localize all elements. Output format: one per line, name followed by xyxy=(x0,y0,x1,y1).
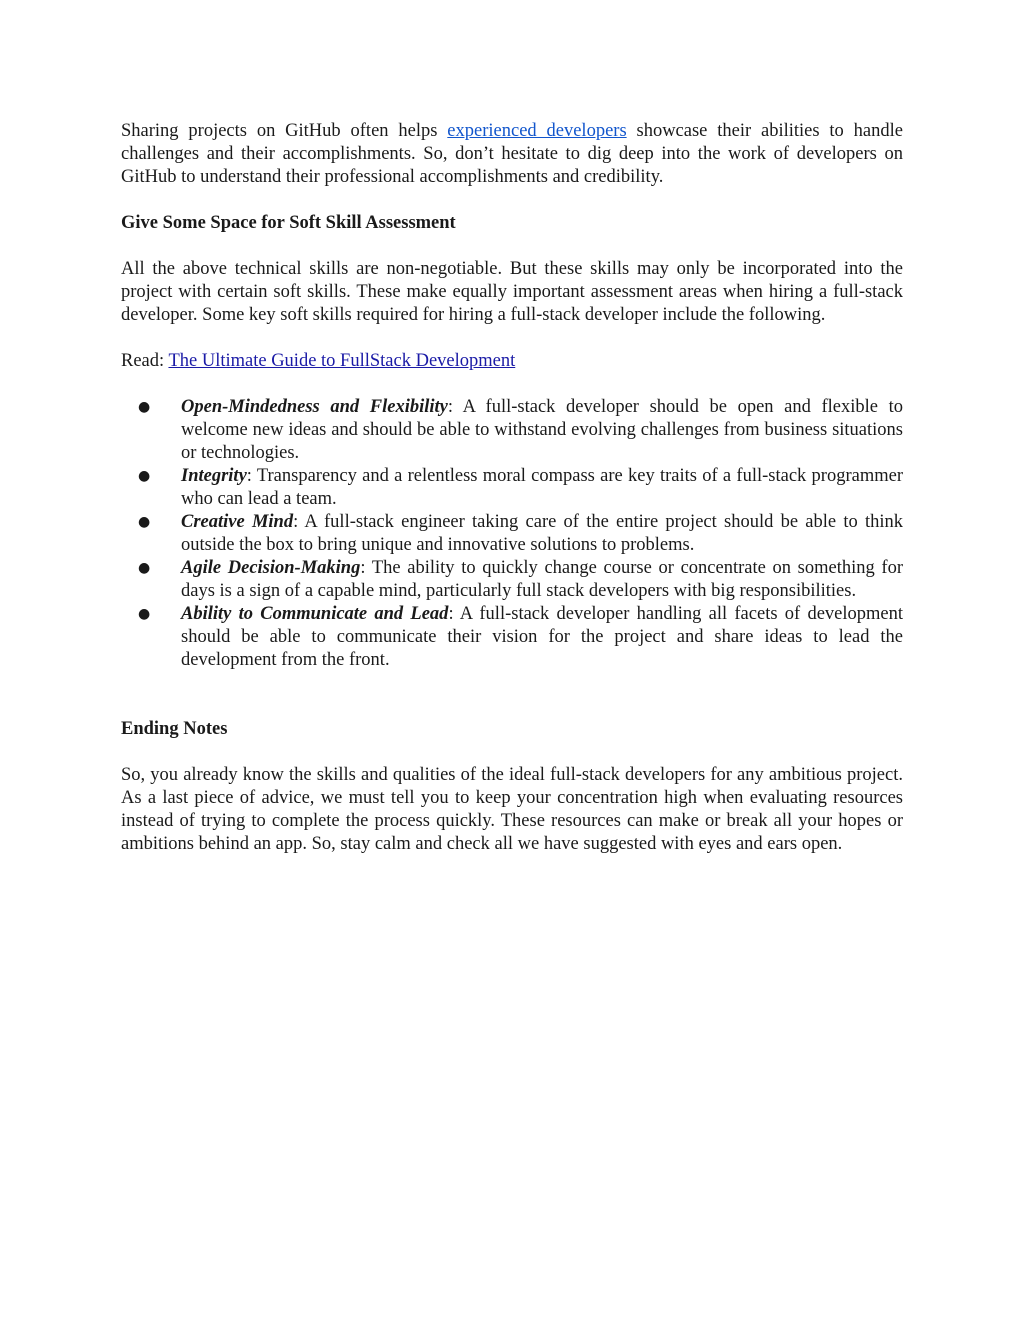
intro-text-before: Sharing projects on GitHub often helps xyxy=(121,121,448,141)
skill-desc: : A full-stack engineer taking care of the entire project should be able to think outside the box to bring unique and innovative solutions to problems. xyxy=(181,512,903,555)
list-item xyxy=(121,603,903,672)
skill-desc: : A full-stack developer handling all facets of development should be able to communicate their vision for the project and share ideas to lead the development from the front. xyxy=(181,604,903,670)
skill-term: Open-Mindedness and Flexibility xyxy=(181,397,448,417)
skill-term: Ability to Communicate and Lead xyxy=(181,604,449,624)
skill-desc: : A full-stack developer should be open and flexible to welcome new ideas and should be able to withstand evolving challenges from business situations or technologies. xyxy=(181,397,903,463)
skill-term: Agile Decision-Making xyxy=(181,558,361,578)
bullet-icon: ● xyxy=(138,468,151,484)
bullet-icon: ● xyxy=(138,606,151,622)
list-item xyxy=(121,396,903,465)
intro-text-after: showcase their abilities to handle challenges and their accomplishments. So, don’t hesitate to dig deep into the work of developers on GitHub to understand their professional accomplishments and credibility. xyxy=(121,121,903,187)
list-item xyxy=(121,511,903,557)
list-item xyxy=(121,557,903,603)
skill-desc: : Transparency and a relentless moral compass are key traits of a full-stack programmer who can lead a team. xyxy=(181,466,903,509)
bullet-icon: ● xyxy=(138,514,151,530)
ending-paragraph: So, you already know the skills and qualities of the ideal full-stack developers for any ambitious project. As a last piece of advice, we must tell you to keep your concentration high when evaluating resources instead of trying to complete the process quickly. These resources can make or break all your hopes or ambitions behind an app. So, stay calm and check all we have suggested with eyes and ears open. xyxy=(121,765,903,854)
soft-skills-list xyxy=(121,396,903,672)
document-page xyxy=(121,120,903,856)
ending-notes-heading: Ending Notes xyxy=(121,719,228,739)
experienced-developers-link[interactable]: experienced developers xyxy=(447,121,627,141)
fullstack-guide-link[interactable]: The Ultimate Guide to FullStack Development xyxy=(168,351,516,371)
list-item xyxy=(121,465,903,511)
soft-skills-paragraph: All the above technical skills are non-negotiable. But these skills may only be incorporated into the project with certain soft skills. These make equally important assessment areas when hiring a full-stack developer. Some key soft skills required for hiring a full-stack developer include the following. xyxy=(121,259,903,325)
soft-skills-heading: Give Some Space for Soft Skill Assessment xyxy=(121,213,456,233)
skill-term: Creative Mind xyxy=(181,512,294,532)
skill-desc: : The ability to quickly change course or concentrate on something for days is a sign of a capable mind, particularly full stack developers with big responsibilities. xyxy=(181,558,904,601)
read-label: Read: xyxy=(121,351,169,371)
skill-term: Integrity xyxy=(181,466,247,486)
read-line xyxy=(121,350,903,373)
bullet-icon: ● xyxy=(138,399,151,415)
bullet-icon: ● xyxy=(138,560,151,576)
intro-paragraph xyxy=(121,120,903,189)
